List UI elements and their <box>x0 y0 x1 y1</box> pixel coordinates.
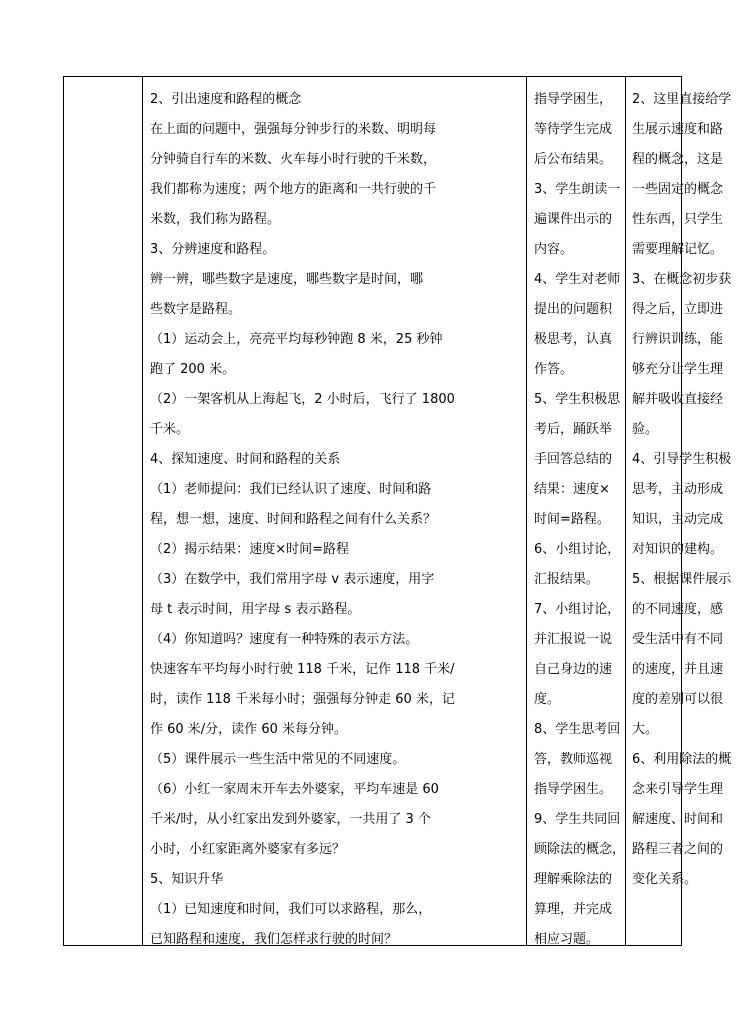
text-line: 3、在概念初步获 <box>632 272 732 287</box>
text-line: 我们都称为速度；两个地方的距离和一共行驶的千 <box>150 182 437 197</box>
text-line: 指导学困生， <box>534 92 613 107</box>
design-intent-column <box>626 77 732 945</box>
text-line: 6、利用除法的概 <box>632 752 732 767</box>
text-line: （1）老师提问：我们已经认识了速度、时间和路 <box>150 482 432 497</box>
text-line: 受生活中有不同 <box>632 632 724 647</box>
text-line: 性东西，只学生 <box>632 212 724 227</box>
text-line: 5、根据课件展示 <box>632 572 732 587</box>
text-line: 内容。 <box>534 242 574 257</box>
text-line: 解并吸收直接经 <box>632 392 724 407</box>
text-line: 念来引导学生理 <box>632 782 724 797</box>
text-line: 4、引导学生积极 <box>632 452 732 467</box>
text-line: 千米/时，从小红家出发到外婆家，一共用了 3 个 <box>150 812 431 827</box>
text-line: 时间=路程。 <box>534 512 610 527</box>
text-line: 后公布结果。 <box>534 152 613 167</box>
text-line: 程，想一想，速度、时间和路程之间有什么关系？ <box>150 512 437 527</box>
text-line: 相应习题。 <box>534 932 600 947</box>
text-line: 5、学生积极思 <box>534 392 621 407</box>
text-line: 程的概念，这是 <box>632 152 724 167</box>
text-line: 大。 <box>632 722 659 737</box>
text-line: （1）已知速度和时间，我们可以求路程，那么， <box>150 902 432 917</box>
text-line: 4、探知速度、时间和路程的关系 <box>150 452 341 467</box>
text-line: 些数字是路程。 <box>150 302 242 317</box>
text-line: 5、知识升华 <box>150 872 224 887</box>
text-line: 结果：速度× <box>534 482 610 497</box>
text-line: 一些固定的概念 <box>632 182 724 197</box>
text-line: 3、分辨速度和路程。 <box>150 242 276 257</box>
text-line: 2、引出速度和路程的概念 <box>150 92 302 107</box>
text-line: 小时，小红家距离外婆家有多远？ <box>150 842 346 857</box>
text-line: 在上面的问题中，强强每分钟步行的米数、明明每 <box>150 122 437 137</box>
text-line: （4）你知道吗？速度有一种特殊的表示方法。 <box>150 632 419 647</box>
text-line: 行辨识训练，能 <box>632 332 724 347</box>
teaching-content-text <box>150 85 524 955</box>
text-line: 的不同速度，感 <box>632 602 724 617</box>
text-line: 度。 <box>534 692 561 707</box>
text-line: 够充分让学生理 <box>632 362 724 377</box>
text-line: 快速客车平均每小时行驶 118 千米，记作 118 千米/ <box>150 662 455 677</box>
text-line: 对知识的建构。 <box>632 542 724 557</box>
student-activity-text <box>534 85 624 955</box>
text-line: 6、小组讨论， <box>534 542 621 557</box>
text-line: 理解乘除法的 <box>534 872 613 887</box>
text-line: 知识，主动完成 <box>632 512 724 527</box>
text-line: 得之后，立即进 <box>632 302 724 317</box>
text-line: 汇报结果。 <box>534 572 600 587</box>
student-activity-column <box>527 77 626 945</box>
text-line: （3）在数学中，我们常用字母 v 表示速度，用字 <box>150 572 435 587</box>
text-line: 3、学生朗读一 <box>534 182 621 197</box>
design-intent-text <box>632 85 744 895</box>
text-line: 答，教师巡视 <box>534 752 613 767</box>
text-line: 母 t 表示时间，用字母 s 表示路程。 <box>150 602 361 617</box>
text-line: 2、这里直接给学 <box>632 92 732 107</box>
text-line: 分钟骑自行车的米数、火车每小时行驶的千米数， <box>150 152 437 167</box>
text-line: 顾除法的概念， <box>534 842 626 857</box>
lesson-plan-table <box>63 76 732 947</box>
text-line: 并汇报说一说 <box>534 632 613 647</box>
text-line: 等待学生完成 <box>534 122 613 137</box>
text-line: 作答。 <box>534 362 574 377</box>
text-line: 路程三者之间的 <box>632 842 724 857</box>
text-line: 度的差别可以很 <box>632 692 724 707</box>
text-line: 变化关系。 <box>632 872 698 887</box>
text-line: 9、学生共同回 <box>534 812 621 827</box>
text-line: 自己身边的速 <box>534 662 613 677</box>
text-line: 的速度，并且速 <box>632 662 724 677</box>
text-line: 7、小组讨论， <box>534 602 621 617</box>
text-line: 提出的问题积 <box>534 302 613 317</box>
text-line: （5）课件展示一些生活中常见的不同速度。 <box>150 752 406 767</box>
text-line: 极思考，认真 <box>534 332 613 347</box>
text-line: 验。 <box>632 422 659 437</box>
text-line: 需要理解记忆。 <box>632 242 724 257</box>
text-line: 已知路程和速度，我们怎样求行驶的时间？ <box>150 932 398 947</box>
text-line: （2）一架客机从上海起飞，2 小时后，飞行了 1800 <box>150 392 455 407</box>
text-line: 4、学生对老师 <box>534 272 621 287</box>
text-line: （1）运动会上，亮亮平均每秒钟跑 8 米，25 秒钟 <box>150 332 443 347</box>
text-line: 指导学困生。 <box>534 782 613 797</box>
text-line: 时，读作 118 千米每小时；强强每分钟走 60 米，记 <box>150 692 455 707</box>
text-line: 辨一辨，哪些数字是速度，哪些数字是时间，哪 <box>150 272 424 287</box>
text-line: 作 60 米/分，读作 60 米每分钟。 <box>150 722 347 737</box>
text-line: 遍课件出示的 <box>534 212 613 227</box>
text-line: （2）揭示结果：速度×时间=路程 <box>150 542 350 557</box>
text-line: 8、学生思考回 <box>534 722 621 737</box>
text-line: 千米。 <box>150 422 190 437</box>
text-line: 思考，主动形成 <box>632 482 724 497</box>
teaching-content-column <box>143 77 527 945</box>
text-line: 考后，踊跃举 <box>534 422 613 437</box>
text-line: 跑了 200 米。 <box>150 362 236 377</box>
text-line: 米数，我们称为路程。 <box>150 212 281 227</box>
text-line: 生展示速度和路 <box>632 122 724 137</box>
text-line: （6）小红一家周末开车去外婆家，平均车速是 60 <box>150 782 439 797</box>
text-line: 算理，并完成 <box>534 902 613 917</box>
stage-column <box>64 77 143 945</box>
text-line: 解速度、时间和 <box>632 812 724 827</box>
text-line: 手回答总结的 <box>534 452 613 467</box>
